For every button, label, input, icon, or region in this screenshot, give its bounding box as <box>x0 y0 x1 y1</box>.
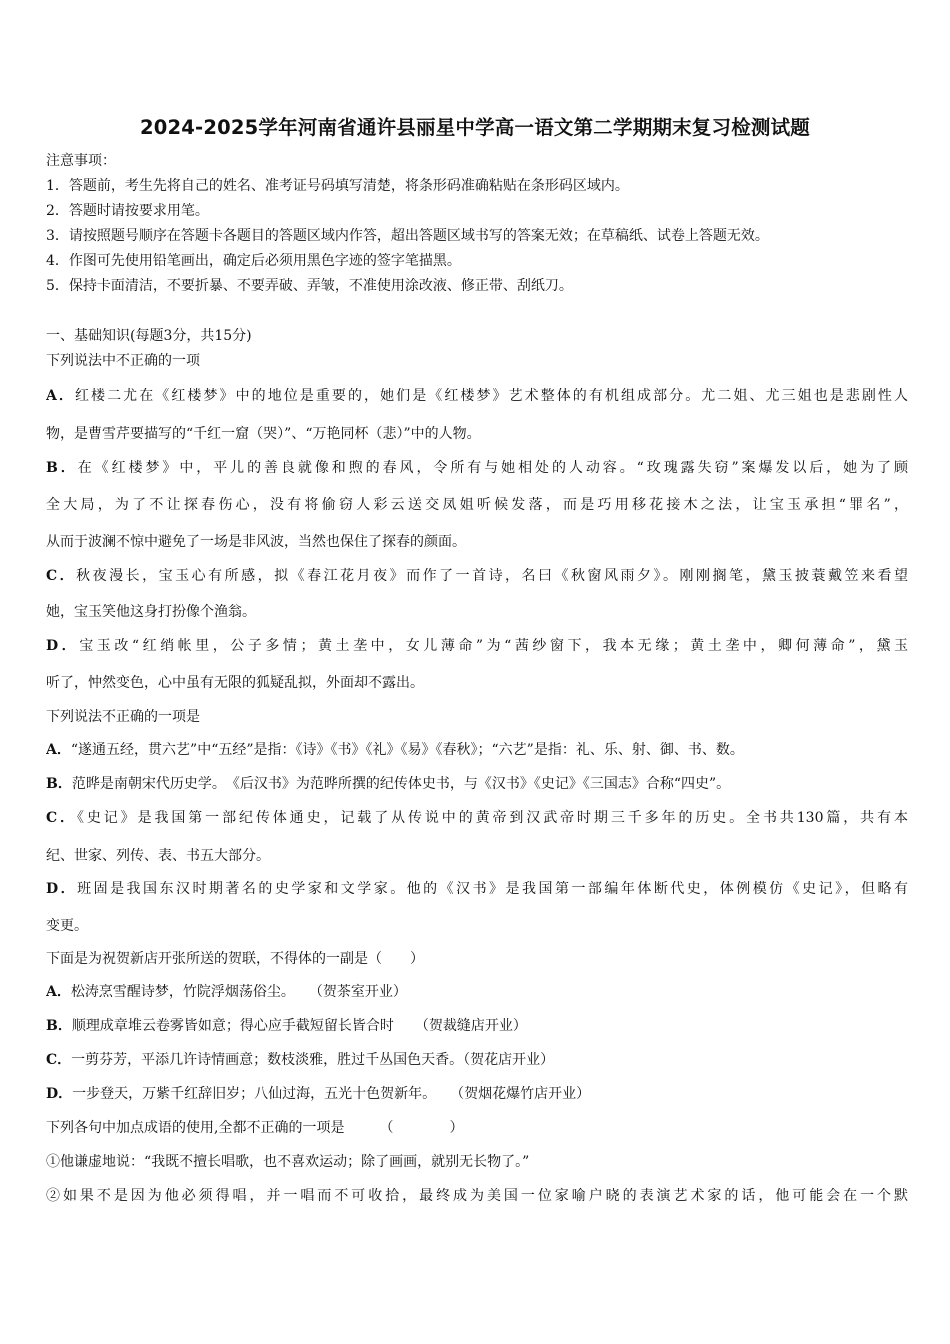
q1-option-d-line2: 听了，忡然变色，心中虽有无限的狐疑乱拟，外面却不露出。 <box>46 675 424 691</box>
option-text: 红楼二尤在《红楼梦》中的地位是重要的，她们是《红楼梦》艺术整体的有机组成部分。尤二姐、尤三姐也是悲剧性人 <box>74 388 908 404</box>
option-text: 顺理成章堆云卷雾皆如意；得心应手截短留长皆合时 （贺裁缝店开业） <box>71 1018 527 1034</box>
option-text: 在《红楼梦》中，平儿的善良就像和煦的春风，令所有与她相处的人动容。“玫瑰露失窃”案爆发以后，她为了顾 <box>77 460 908 476</box>
q1-option-b-line3: 从而于波澜不惊中避免了一场是非风波，当然也保住了探春的颜面。 <box>46 534 466 550</box>
q3-option-d <box>46 1084 908 1104</box>
option-label: A． <box>46 388 75 404</box>
q2-option-b <box>46 774 908 794</box>
q4-stem: 下列各句中加点成语的使用,全都不正确的一项是 （ ） <box>46 1120 464 1136</box>
q1-option-d-line1 <box>46 636 908 656</box>
option-label: C． <box>46 1052 72 1068</box>
option-text: 班固是我国东汉时期著名的史学家和文学家。他的《汉书》是我国第一部编年体断代史，体例模仿《史记》，但略有 <box>77 881 908 897</box>
option-text: 一步登天，万紫千红辞旧岁；八仙过海，五光十色贺新年。 （贺烟花爆竹店开业） <box>72 1086 591 1102</box>
notice-item-1: 1．答题前，考生先将自己的姓名、准考证号码填写清楚，将条形码准确粘贴在条形码区域内。 <box>46 178 629 194</box>
notice-item-2: 2．答题时请按要求用笔。 <box>46 203 209 219</box>
q2-option-d-line1 <box>46 879 908 899</box>
option-text: 松涛烹雪醒诗梦，竹院浮烟荡俗尘。 （贺茶室开业） <box>70 984 407 1000</box>
option-label: B． <box>46 460 78 476</box>
option-text: 宝玉改“红绡帐里，公子多情；黄土垄中，女儿薄命”为“茜纱窗下，我本无缘；黄土垄中，卿何薄命”，黛玉 <box>79 638 908 654</box>
q2-stem: 下列说法不正确的一项是 <box>46 709 200 725</box>
notice-heading: 注意事项： <box>46 153 116 169</box>
option-label: D． <box>46 638 80 654</box>
q2-option-d-line2: 变更。 <box>46 918 88 934</box>
option-label: B． <box>46 1018 72 1034</box>
q1-option-b-line1 <box>46 458 908 478</box>
q1-option-a-line2: 物，是曹雪芹要描写的“千红一窟（哭）”、“万艳同杯（悲）”中的人物。 <box>46 426 481 442</box>
q1-stem: 下列说法中不正确的一项 <box>46 353 200 369</box>
q1-option-c-line2: 她，宝玉笑他这身打扮像个渔翁。 <box>46 604 256 620</box>
option-text: 范晔是南朝宋代历史学。 《后汉书》为范晔所撰的纪传体史书，与《汉书》《史记》《三国志》合称“四史”。 <box>71 776 731 792</box>
q3-stem: 下面是为祝贺新店开张所送的贺联，不得体的一副是（ ） <box>46 951 424 967</box>
option-label: C． <box>46 810 77 826</box>
q1-option-a-line1 <box>46 386 908 406</box>
q1-option-b-line2: 全大局，为了不让探春伤心，没有将偷窃人彩云送交凤姐听候发落，而是巧用移花接木之法，让宝玉承担“罪名”， <box>46 497 908 513</box>
q2-option-a <box>46 740 908 760</box>
q4-sentence-1: ①他谦虚地说：“我既不擅长唱歌，也不喜欢运动；除了画画，就别无长物了。” <box>46 1154 530 1170</box>
option-text: 秋夜漫长，宝玉心有所感，拟《春江花月夜》而作了一首诗，名曰《秋窗风雨夕》。刚刚搁笔，黛玉披蓑戴笠来看望 <box>76 568 908 584</box>
option-text: 《史记》是我国第一部纪传体通史，记载了从传说中的黄帝到汉武帝时期三千多年的历史。全书共130篇，共有本 <box>76 810 908 826</box>
q1-option-c-line1 <box>46 566 908 586</box>
option-label: C． <box>46 568 77 584</box>
notice-item-4: 4．作图可先使用铅笔画出，确定后必须用黑色字迹的签字笔描黑。 <box>46 253 461 269</box>
notice-item-3: 3．请按照题号顺序在答题卡各题目的答题区域内作答，超出答题区域书写的答案无效；在草稿纸、试卷上答题无效。 <box>46 228 769 244</box>
option-text: 一剪芬芳，平添几许诗情画意；数枝淡雅，胜过千丛国色天香。（贺花店开业） <box>71 1052 555 1068</box>
option-label: A． <box>46 742 71 758</box>
option-label: D． <box>46 1086 73 1102</box>
option-label: B． <box>46 776 72 792</box>
q3-option-a <box>46 982 908 1002</box>
notice-item-5: 5．保持卡面清洁，不要折暴、不要弄破、弄皱，不准使用涂改液、修正带、刮纸刀。 <box>46 278 573 294</box>
option-text: “遂通五经，贯六艺”中“五经”是指：《诗》《书》《礼》《易》《春秋》；“六艺”是指：礼、乐、射、御、书、数。 <box>70 742 744 758</box>
option-label: D． <box>46 881 78 897</box>
option-label: A． <box>46 984 71 1000</box>
q2-option-c-line1 <box>46 808 908 828</box>
section-heading: 一、基础知识(每题3分，共15分) <box>46 328 252 344</box>
q2-option-c-line2: 纪、世家、列传、表、书五大部分。 <box>46 848 270 864</box>
q3-option-b <box>46 1016 908 1036</box>
exam-title: 2024-2025学年河南省通许县丽星中学高一语文第二学期期末复习检测试题 <box>139 116 811 139</box>
q4-sentence-2: ②如果不是因为他必须得唱，并一唱而不可收拾，最终成为美国一位家喻户晓的表演艺术家的话，他可能会在一个默 <box>46 1188 908 1204</box>
q3-option-c <box>46 1050 908 1070</box>
